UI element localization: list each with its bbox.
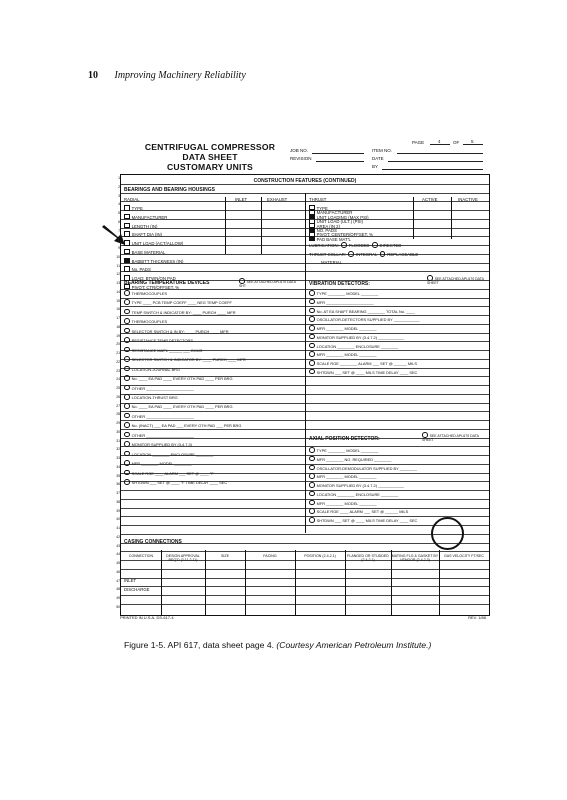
temp-line-radio[interactable]: [124, 479, 130, 485]
row-number: 30: [116, 429, 120, 434]
temp-line: [124, 375, 233, 381]
temp-line-radio[interactable]: [124, 375, 130, 381]
vibration-line-radio[interactable]: [309, 369, 315, 375]
temp-line-radio[interactable]: [124, 470, 130, 476]
temp-line-label: No. (INACT) ___ EA PAD ___ EVERY OTH PAD ___ PER BRG: [131, 423, 242, 429]
temp-line-radio[interactable]: [124, 403, 130, 409]
sheet-footer: [120, 615, 488, 620]
row-number: 16: [116, 307, 120, 312]
vibration-line-radio[interactable]: [309, 343, 315, 349]
active-col-line: [413, 197, 414, 239]
row-number: 27: [116, 403, 120, 408]
casing-col-6: MATING FLG & GASKET BY VENDOR (2.4.2.3): [391, 554, 439, 563]
radial-item-label: LOAD: BTWN/ON PAD: [131, 276, 176, 281]
row-number: 18: [116, 324, 120, 329]
row-number: 20: [116, 342, 120, 347]
row-number: 36: [116, 482, 120, 487]
temp-line-radio[interactable]: [124, 366, 130, 372]
temp-line: [124, 290, 167, 296]
casing-row-label: DISCHARGE: [124, 586, 150, 592]
axial-line: [309, 465, 417, 471]
row-number: 15: [116, 298, 120, 303]
casing-col-7: GAS VELOCITY FT/SEC: [443, 554, 485, 558]
temp-see-attached: SEE ATTACHED API-670 DATA SHT: [239, 280, 296, 288]
vibration-line: [309, 334, 404, 340]
job-label: JOB NO.: [290, 148, 309, 153]
row-number: 22: [116, 359, 120, 364]
figure-caption: [124, 640, 431, 650]
casing-col-4: POSITION (2.4.2.1): [304, 554, 336, 558]
item-line: [397, 153, 483, 154]
temp-line: [124, 422, 241, 428]
row-rule: [121, 604, 489, 605]
temp-line-label: MONITOR SUPPLIED BY (3.4.7.3): [131, 442, 192, 448]
row-number: 35: [116, 473, 120, 478]
casing-col-1: DESIGN APPROVAL REQ'D (2.11.2.11): [166, 554, 200, 563]
axial-line-radio[interactable]: [309, 517, 315, 523]
temp-line-radio[interactable]: [124, 356, 130, 362]
vibration-line-radio[interactable]: [309, 351, 315, 357]
radial-item-label: LENGTH (IN): [131, 223, 158, 229]
radial-item-label: TYPE: [131, 206, 143, 211]
temp-devices-heading: BEARING TEMPERATURE DEVICES: [124, 280, 210, 286]
casing-col-line: [161, 550, 162, 615]
vibration-see-attached: SEE ATTACHED API-670 DATA SHEET: [427, 277, 484, 285]
row-number: 50: [116, 604, 120, 609]
vibration-line-label: MFR ________ MODEL ________: [316, 352, 377, 358]
job-line: [312, 153, 364, 154]
sheet-title-line-1: CENTRIFUGAL COMPRESSOR: [144, 142, 276, 152]
footer-right: REV. 1/88: [468, 615, 486, 620]
thrust-item-label: TYPE: [316, 206, 328, 211]
temp-line: [124, 432, 194, 438]
lubrication-line: LUBRICATION: FLOODED DIRECTED: [309, 243, 402, 248]
row-number: 10: [116, 254, 120, 259]
inlet-col-line: [225, 197, 226, 254]
thrust-item-label: PIVOT: CENTER/OFFSET, %: [316, 232, 373, 238]
temp-line: [124, 451, 213, 457]
casing-col-5: FLANGED OR STUDDED (2.4.2.1): [347, 554, 389, 563]
temp-line-radio[interactable]: [124, 299, 130, 305]
row-number: 2: [118, 184, 120, 189]
row-number: 32: [116, 447, 120, 452]
casing-heading: CASING CONNECTIONS: [124, 539, 182, 545]
temp-line: [124, 394, 178, 400]
casing-col-line: [245, 550, 246, 615]
temp-line: [124, 460, 192, 466]
axial-see-attached: SEE ATTACHED API-670 DATA SHEET: [422, 434, 479, 442]
casing-col-0: CONNECTION: [128, 554, 154, 558]
casing-col-2: SIZE: [221, 554, 229, 558]
row-number: 21: [116, 351, 120, 355]
radial-item: [124, 231, 162, 237]
axial-line-label: SHTDWN ___ SET @ ____ MILS TIME DELAY ____ SEC: [316, 518, 418, 523]
row-rule: [121, 551, 489, 552]
temp-line: [124, 385, 194, 391]
vibration-line-label: MFR ______________________: [316, 299, 374, 305]
temp-line-label: OTHER ______________________: [131, 432, 194, 438]
row-number: 12: [116, 272, 120, 277]
temp-line-radio[interactable]: [124, 385, 130, 391]
temp-line-label: SELECTOR SWITCH & IN BY: ____ PURCH ____ MFR: [131, 328, 229, 334]
row-number: 9: [118, 246, 120, 250]
thrust-item-label: NO. PADS: [316, 228, 337, 233]
radial-item-label: BASE MATERIAL: [131, 249, 166, 255]
vibration-line: [309, 325, 377, 331]
material-label: MATERIAL: [321, 260, 343, 265]
temp-line-radio[interactable]: [124, 432, 130, 438]
row-number: 47: [116, 578, 120, 583]
row-number: 41: [116, 526, 120, 530]
thrust-label: THRUST: [309, 197, 327, 202]
row-number: 33: [116, 456, 120, 460]
row-number: 34: [116, 464, 120, 469]
axial-line-label: MFR ________ MODEL ________: [316, 474, 377, 480]
form-frame: [116, 174, 490, 616]
row-number: 43: [116, 543, 120, 548]
temp-line-radio[interactable]: [124, 451, 130, 457]
axial-line-radio[interactable]: [309, 508, 315, 514]
row-number: 28: [116, 412, 120, 417]
radial-item: [124, 205, 143, 211]
temp-line: [124, 356, 246, 362]
vibration-line: [309, 351, 377, 357]
temp-see-attached-radio[interactable]: [239, 278, 245, 284]
thrust-item: [309, 236, 351, 242]
by-line: [382, 169, 483, 170]
casing-col-line: [205, 550, 206, 615]
temp-line-label: No. ____ EA PAD ____ EVERY OTH PAD ____ PER BRG: [131, 376, 233, 382]
sheet-title-line-2: DATA SHEET: [182, 152, 238, 162]
running-title: Improving Machinery Reliability: [114, 70, 246, 81]
of-line: [463, 144, 483, 145]
active-label: ACTIVE: [422, 197, 438, 202]
thrust-item-label: UNIT LOADING (MAX PSI): [316, 214, 369, 220]
temp-line-radio[interactable]: [124, 460, 130, 466]
axial-line-label: LOCATION ________ ENCLOSURE ________: [316, 491, 399, 497]
axial-line-label: MFR ________ MODEL ________: [316, 500, 377, 506]
temp-line-radio[interactable]: [124, 347, 130, 353]
section-title: CONSTRUCTION FEATURES (CONTINUED): [253, 178, 357, 184]
axial-line-label: MFR ________ NO. REQUIRED ________: [316, 456, 392, 462]
by-label: BY: [372, 164, 379, 169]
vibration-line-radio[interactable]: [309, 316, 315, 322]
row-number: 49: [116, 596, 120, 600]
row-number: 17: [116, 316, 120, 320]
gas-velocity-circle: [431, 517, 464, 550]
vibration-line: [309, 299, 374, 305]
row-number: 19: [116, 333, 120, 338]
date-line: [388, 161, 483, 162]
vibration-see-attached-radio[interactable]: [427, 275, 433, 281]
vibration-line-radio[interactable]: [309, 308, 315, 314]
temp-line: [124, 470, 214, 476]
vibration-line-label: SHTDWN ___ SET @ ____ MILS TIME DELAY ____ SEC: [316, 369, 418, 375]
vibration-line-radio[interactable]: [309, 325, 315, 331]
row-number: 14: [116, 289, 120, 294]
of-label: OF: [453, 140, 460, 145]
footer-left: PRINTED IN U.S.A. DS-617-4: [120, 615, 174, 620]
directed-radio[interactable]: [372, 242, 378, 248]
row-number: 39: [116, 508, 120, 513]
radial-checkbox[interactable]: [124, 205, 130, 211]
axial-line-radio[interactable]: [309, 447, 315, 453]
temp-line: [124, 366, 180, 372]
vibration-line-radio[interactable]: [309, 334, 315, 340]
temp-line-label: SCALE RGE ____ ALARM ___ SET @ ____ °F: [131, 470, 214, 476]
axial-line: [309, 473, 377, 479]
row-number: 31: [116, 438, 120, 443]
vibration-line: [309, 290, 378, 296]
axial-line-radio[interactable]: [309, 491, 315, 497]
radial-item-label: No. PADS: [131, 267, 151, 273]
temp-line-label: LOCATION ________ ENCLOSURE ________: [131, 451, 214, 457]
vibration-divider: [305, 277, 306, 533]
radial-item: [124, 266, 151, 272]
casing-col-line: [439, 550, 440, 615]
vibration-line-label: LOCATION ________ ENCLOSURE ________: [316, 343, 399, 349]
sheet-title-line-3: CUSTOMARY UNITS: [167, 162, 253, 172]
axial-line: [309, 447, 378, 453]
temp-line-radio[interactable]: [124, 328, 130, 334]
vibration-line: [309, 316, 420, 322]
row-number: 48: [116, 587, 120, 592]
axial-line-radio[interactable]: [309, 500, 315, 506]
row-number: 45: [116, 561, 120, 565]
page-label: PAGE: [412, 140, 425, 145]
temp-line: [124, 413, 194, 419]
axial-line-radio[interactable]: [309, 465, 315, 471]
vibration-heading: VIBRATION DETECTORS:: [309, 281, 370, 287]
axial-line: [309, 500, 377, 506]
axial-line-radio[interactable]: [309, 473, 315, 479]
temp-line-radio[interactable]: [124, 309, 130, 315]
replaceable-radio[interactable]: [380, 251, 386, 257]
vibration-line-radio[interactable]: [309, 299, 315, 305]
temp-line-radio[interactable]: [124, 290, 130, 296]
exhaust-col-line: [261, 197, 262, 254]
temp-line: [124, 403, 233, 409]
radial-item-label: MANUFACTURER: [131, 214, 168, 220]
temp-line: [124, 347, 202, 353]
revision-line: [316, 161, 364, 162]
casing-col-3: FACING: [263, 554, 277, 558]
temp-line: [124, 318, 167, 324]
row-number: 11: [116, 263, 120, 268]
thrust-item-label: AREA (IN 2): [316, 223, 340, 229]
radial-label: RADIAL: [124, 197, 140, 202]
temp-line: [124, 299, 232, 305]
casing-col-line: [295, 550, 296, 615]
axial-line-radio[interactable]: [309, 456, 315, 462]
row-number: 29: [116, 421, 120, 425]
axial-line-label: TYPE ________ MODEL ________: [316, 448, 379, 453]
temp-line-label: LOCATION-JOURNAL BRG: [131, 366, 181, 372]
collar-line: THRUST COLLAR: INTEGRAL REPLACEABLE: [309, 252, 419, 257]
radial-item-label: UNIT LOAD (ACT/ALLOW): [131, 241, 184, 246]
vibration-line: [309, 343, 398, 349]
temp-line-label: LOCATION-THRUST BRG: [131, 394, 178, 400]
radial-item: [124, 214, 167, 220]
casing-col-line: [391, 550, 392, 615]
of-value: 5: [471, 139, 474, 144]
vibration-line-label: MFR ________ MODEL ________: [316, 326, 377, 331]
page-value: 4: [438, 139, 441, 144]
row-number: 42: [116, 534, 120, 539]
inactive-col-line: [451, 197, 452, 239]
row-number: 7: [118, 228, 120, 233]
radial-item: [124, 249, 165, 255]
row-number: 3: [118, 193, 120, 198]
temp-line-label: SELECTOR SWITCH & INDICATOR BY: ____ PURCH ____ MFR: [131, 357, 246, 363]
integral-radio[interactable]: [348, 251, 354, 257]
vibration-line-radio[interactable]: [309, 290, 315, 296]
temp-line-label: MFR ________ MODEL ________: [131, 461, 192, 467]
row-rule: [121, 586, 489, 587]
row-number: 25: [116, 386, 120, 390]
axial-line-radio[interactable]: [309, 482, 315, 488]
revision-label: REVISION: [290, 156, 312, 161]
temp-line-label: TEMP SWITCH & INDICATOR BY: ____ PURCH ____ MFR: [131, 309, 236, 315]
row-number: 5: [118, 211, 120, 215]
axial-line-label: MONITOR SUPPLIED BY (3.4.7.2) ____________: [316, 483, 405, 488]
book-header: [88, 70, 246, 81]
radial-checkbox[interactable]: [124, 258, 130, 264]
row-rule: [121, 595, 489, 596]
vibration-line-label: MONITOR SUPPLIED BY (3.4.7.2) ____________: [316, 334, 405, 340]
row-number: 44: [116, 552, 120, 557]
vibration-line: [309, 369, 417, 375]
bearings-heading: BEARINGS AND BEARING HOUSINGS: [124, 187, 215, 193]
pointer-arrow-icon: [101, 225, 127, 247]
inactive-label: INACTIVE: [458, 197, 478, 202]
date-label: DATE: [372, 156, 384, 161]
vibration-line-label: SCALE RGE ________ ALARM ___ SET @ ______ MILS: [316, 361, 417, 366]
temp-line-radio[interactable]: [124, 318, 130, 324]
temp-line: [124, 337, 193, 343]
thrust-checkbox[interactable]: [309, 236, 315, 242]
temp-line: [124, 479, 227, 485]
page-line: [430, 144, 450, 145]
row-number: 38: [116, 499, 120, 504]
row-number: 6: [118, 219, 120, 224]
casing-col-line: [345, 550, 346, 615]
temp-line-label: OTHER ______________________: [131, 385, 194, 391]
row-rule: [121, 569, 489, 570]
row-number: 4: [118, 202, 120, 207]
item-label: ITEM NO.: [372, 148, 392, 153]
temp-line: [124, 441, 192, 447]
vibration-line-label: OSCILLATOR-DETECTORS SUPPLIED BY ____________: [316, 317, 420, 323]
temp-line-label: No. ____ EA PAD ____ EVERY OTH PAD ____ PER BRG: [131, 404, 233, 410]
inlet-label: INLET: [235, 197, 248, 202]
axial-see-attached-radio[interactable]: [422, 432, 428, 438]
temp-line-label: THERMOCOUPLES: [131, 319, 168, 325]
row-number: 37: [116, 491, 120, 495]
radial-item-label: PIVOT: CTR/OFFSET, %: [131, 284, 180, 290]
axial-line: [309, 491, 398, 497]
row-number: 26: [116, 394, 120, 399]
temp-line-radio[interactable]: [124, 441, 130, 447]
axial-line-label: OSCILLATOR-DEMODULATOR SUPPLIED BY ________: [316, 465, 417, 471]
temp-line-label: RESISTANCE TEMP DETECTORS: [131, 338, 193, 344]
vibration-line-label: TYPE ________ MODEL ________: [316, 291, 379, 296]
axial-line: [309, 482, 404, 488]
temp-line: [124, 309, 236, 315]
radial-item-label: SHAFT DIA (IN): [131, 232, 163, 238]
axial-line-label: SCALE RGE ____ ALARM ___ SET @ ______ MILS: [316, 509, 409, 515]
caption-source: (Courtesy American Petroleum Institute.): [276, 640, 432, 650]
row-number: 24: [116, 377, 120, 382]
row-number: 46: [116, 569, 120, 574]
radial-item: [124, 240, 183, 246]
radial-item: [124, 223, 157, 229]
temp-line-label: RESISTANCE MAT'L ______ ___ OHMS: [131, 347, 203, 353]
temp-line-radio[interactable]: [124, 422, 130, 428]
temp-line-label: TYPE ____ PCB TEMP COEFF ____ NEG TEMP COEFF: [131, 300, 232, 306]
data-sheet: [112, 134, 488, 618]
row-rule: [121, 578, 489, 579]
row-number: 1: [118, 176, 120, 180]
bearings-divider: [305, 193, 306, 286]
thrust-item-label: PAD BASE MAT'L: [316, 236, 351, 242]
temp-line-label: OTHER ______________________: [131, 413, 194, 419]
radial-item: [124, 258, 183, 264]
temp-line-label: THERMOCOUPLES: [131, 291, 168, 296]
axial-line: [309, 508, 408, 514]
temp-line-label: SHTDWN ___ SET @ ____ °F TIME DELAY ____ SEC: [131, 480, 228, 485]
axial-line: [309, 456, 391, 462]
temp-line-radio[interactable]: [124, 394, 130, 400]
axial-heading: AXIAL POSITION DETECTOR:: [309, 436, 380, 442]
sheet-title: [130, 142, 290, 172]
temp-line-radio[interactable]: [124, 337, 130, 343]
row-number: 40: [116, 517, 120, 522]
radial-item-label: BABBITT THICKNESS (IN): [131, 258, 184, 264]
page-number: 10: [88, 70, 98, 81]
row-number: 23: [116, 368, 120, 373]
caption-label: Figure 1-5. API 617, data sheet page 4.: [124, 640, 275, 650]
radial-checkbox[interactable]: [124, 266, 130, 272]
radial-checkbox[interactable]: [124, 214, 130, 220]
temp-line-radio[interactable]: [124, 413, 130, 419]
thrust-item-label: UNIT LOAD (ULT.) (PSI): [316, 219, 363, 225]
vibration-line-label: No. AT EA SHAFT BEARING ________ TOTAL No. ____: [316, 308, 415, 314]
exhaust-label: EXHAUST: [267, 197, 288, 202]
casing-row-label: INLET: [124, 578, 137, 583]
vibration-line-radio[interactable]: [309, 360, 315, 366]
temp-line: [124, 328, 229, 334]
radial-checkbox[interactable]: [124, 249, 130, 255]
vibration-line: [309, 360, 417, 366]
flooded-radio[interactable]: [341, 242, 347, 248]
row-number: 13: [116, 281, 120, 285]
axial-line: [309, 517, 417, 523]
thrust-item-label: MANUFACTURER: [316, 210, 353, 216]
vibration-line: [309, 308, 415, 314]
